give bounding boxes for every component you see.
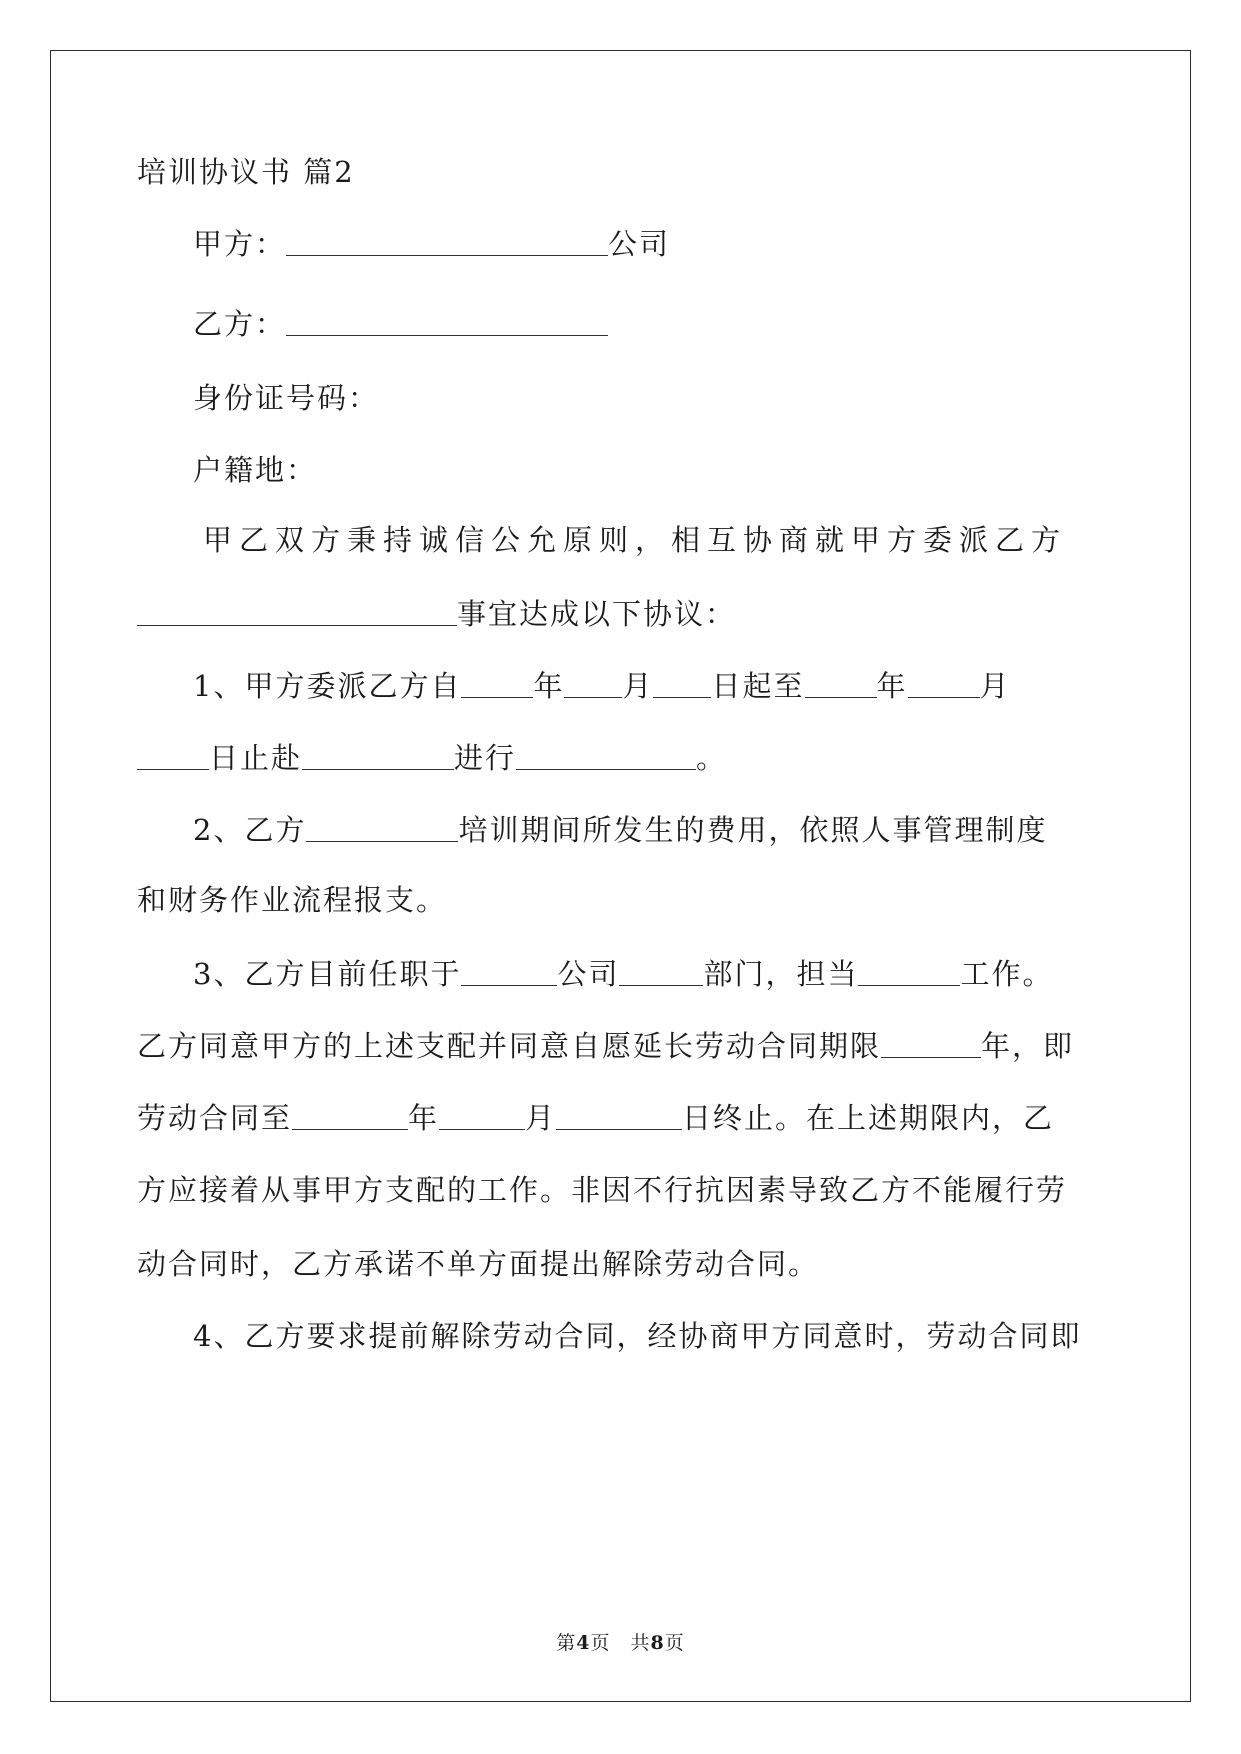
intro-line-2-text: 事宜达成以下协议：: [457, 597, 737, 631]
clause-3-line-5: 动合同时，乙方承诺不单方面提出解除劳动合同。: [137, 1247, 820, 1281]
intro-line-1: 甲乙双方秉持诚信公允原则，相互协商就甲方委派乙方: [203, 523, 1068, 557]
clause-2-line-1: [193, 810, 1047, 850]
day-to-label: 日止赴: [209, 741, 303, 775]
contract-end-text: 日终止。在上述期限内，乙: [682, 1101, 1055, 1135]
training-content-blank[interactable]: [516, 743, 696, 770]
clause-1-line-2: [137, 738, 727, 778]
party-a-suffix: 公司: [608, 227, 671, 261]
month-label-2: 月: [979, 669, 1011, 703]
clause-3-line-2: [137, 1026, 1074, 1066]
extension-text: 乙方同意甲方的上述支配并同意自愿延长劳动合同期限: [137, 1029, 882, 1063]
company-label: 公司: [557, 957, 620, 991]
month-label: 月: [622, 669, 654, 703]
job-blank[interactable]: [858, 959, 960, 986]
page-border: [50, 50, 1191, 1702]
year-label: 年: [533, 669, 565, 703]
start-year-blank[interactable]: [461, 671, 533, 698]
day-from-label: 日起至: [711, 669, 805, 703]
contract-year-label: 年: [408, 1101, 440, 1135]
clause-2-line-2: 和财务作业流程报支。: [137, 883, 448, 917]
id-number-label: 身份证号码：: [193, 381, 380, 415]
party-b-label: 乙方：: [193, 307, 287, 341]
training-subject-blank[interactable]: [137, 599, 457, 626]
clause-4-line-1: 4、乙方要求提前解除劳动合同，经协商甲方同意时，劳动合同即: [193, 1319, 1082, 1353]
conduct-label: 进行: [454, 741, 517, 775]
document-title: 培训协议书 篇2: [137, 155, 355, 189]
party-b-line: [193, 304, 608, 344]
total-pages: 8: [650, 1632, 665, 1654]
expense-blank[interactable]: [306, 815, 458, 842]
end-year-blank[interactable]: [805, 671, 877, 698]
party-b-blank[interactable]: [286, 309, 608, 336]
company-blank[interactable]: [461, 959, 557, 986]
clause-1-line-1: [193, 666, 1011, 706]
contract-month-blank[interactable]: [439, 1103, 525, 1130]
clause-3-line-1: [193, 954, 1054, 994]
clause-1-text: 1、甲方委派乙方自: [193, 669, 462, 703]
contract-until-label: 劳动合同至: [137, 1101, 293, 1135]
year-label-2: 年: [876, 669, 908, 703]
clause-2-text: 2、乙方: [193, 813, 307, 847]
clause-3-line-4: 方应接着从事甲方支配的工作。非因不行抗因素导致乙方不能履行劳: [137, 1173, 1068, 1207]
contract-day-blank[interactable]: [556, 1103, 682, 1130]
party-a-blank[interactable]: [286, 229, 608, 256]
department-label: 部门，担当: [703, 957, 859, 991]
contract-month-label: 月: [525, 1101, 557, 1135]
department-blank[interactable]: [619, 959, 703, 986]
current-page: 4: [576, 1632, 591, 1654]
contract-year-blank[interactable]: [292, 1103, 408, 1130]
job-label: 工作。: [960, 957, 1054, 991]
extension-years-label: 年，即: [981, 1029, 1075, 1063]
period-mark: 。: [696, 741, 728, 775]
clause-2-text-2: 培训期间所发生的费用，依照人事管理制度: [458, 813, 1048, 847]
end-month-blank[interactable]: [908, 671, 980, 698]
extension-years-blank[interactable]: [881, 1031, 981, 1058]
start-day-blank[interactable]: [653, 671, 711, 698]
party-a-line: [193, 224, 670, 264]
end-day-blank[interactable]: [137, 743, 209, 770]
page-footer: 第4页 共8页: [556, 1632, 685, 1654]
start-month-blank[interactable]: [564, 671, 622, 698]
party-a-label: 甲方：: [193, 227, 287, 261]
hukou-label: 户籍地：: [193, 453, 318, 487]
clause-3-line-3: [137, 1098, 1054, 1138]
clause-3-text: 3、乙方目前任职于: [193, 957, 462, 991]
destination-blank[interactable]: [302, 743, 454, 770]
intro-line-2: [137, 594, 736, 634]
